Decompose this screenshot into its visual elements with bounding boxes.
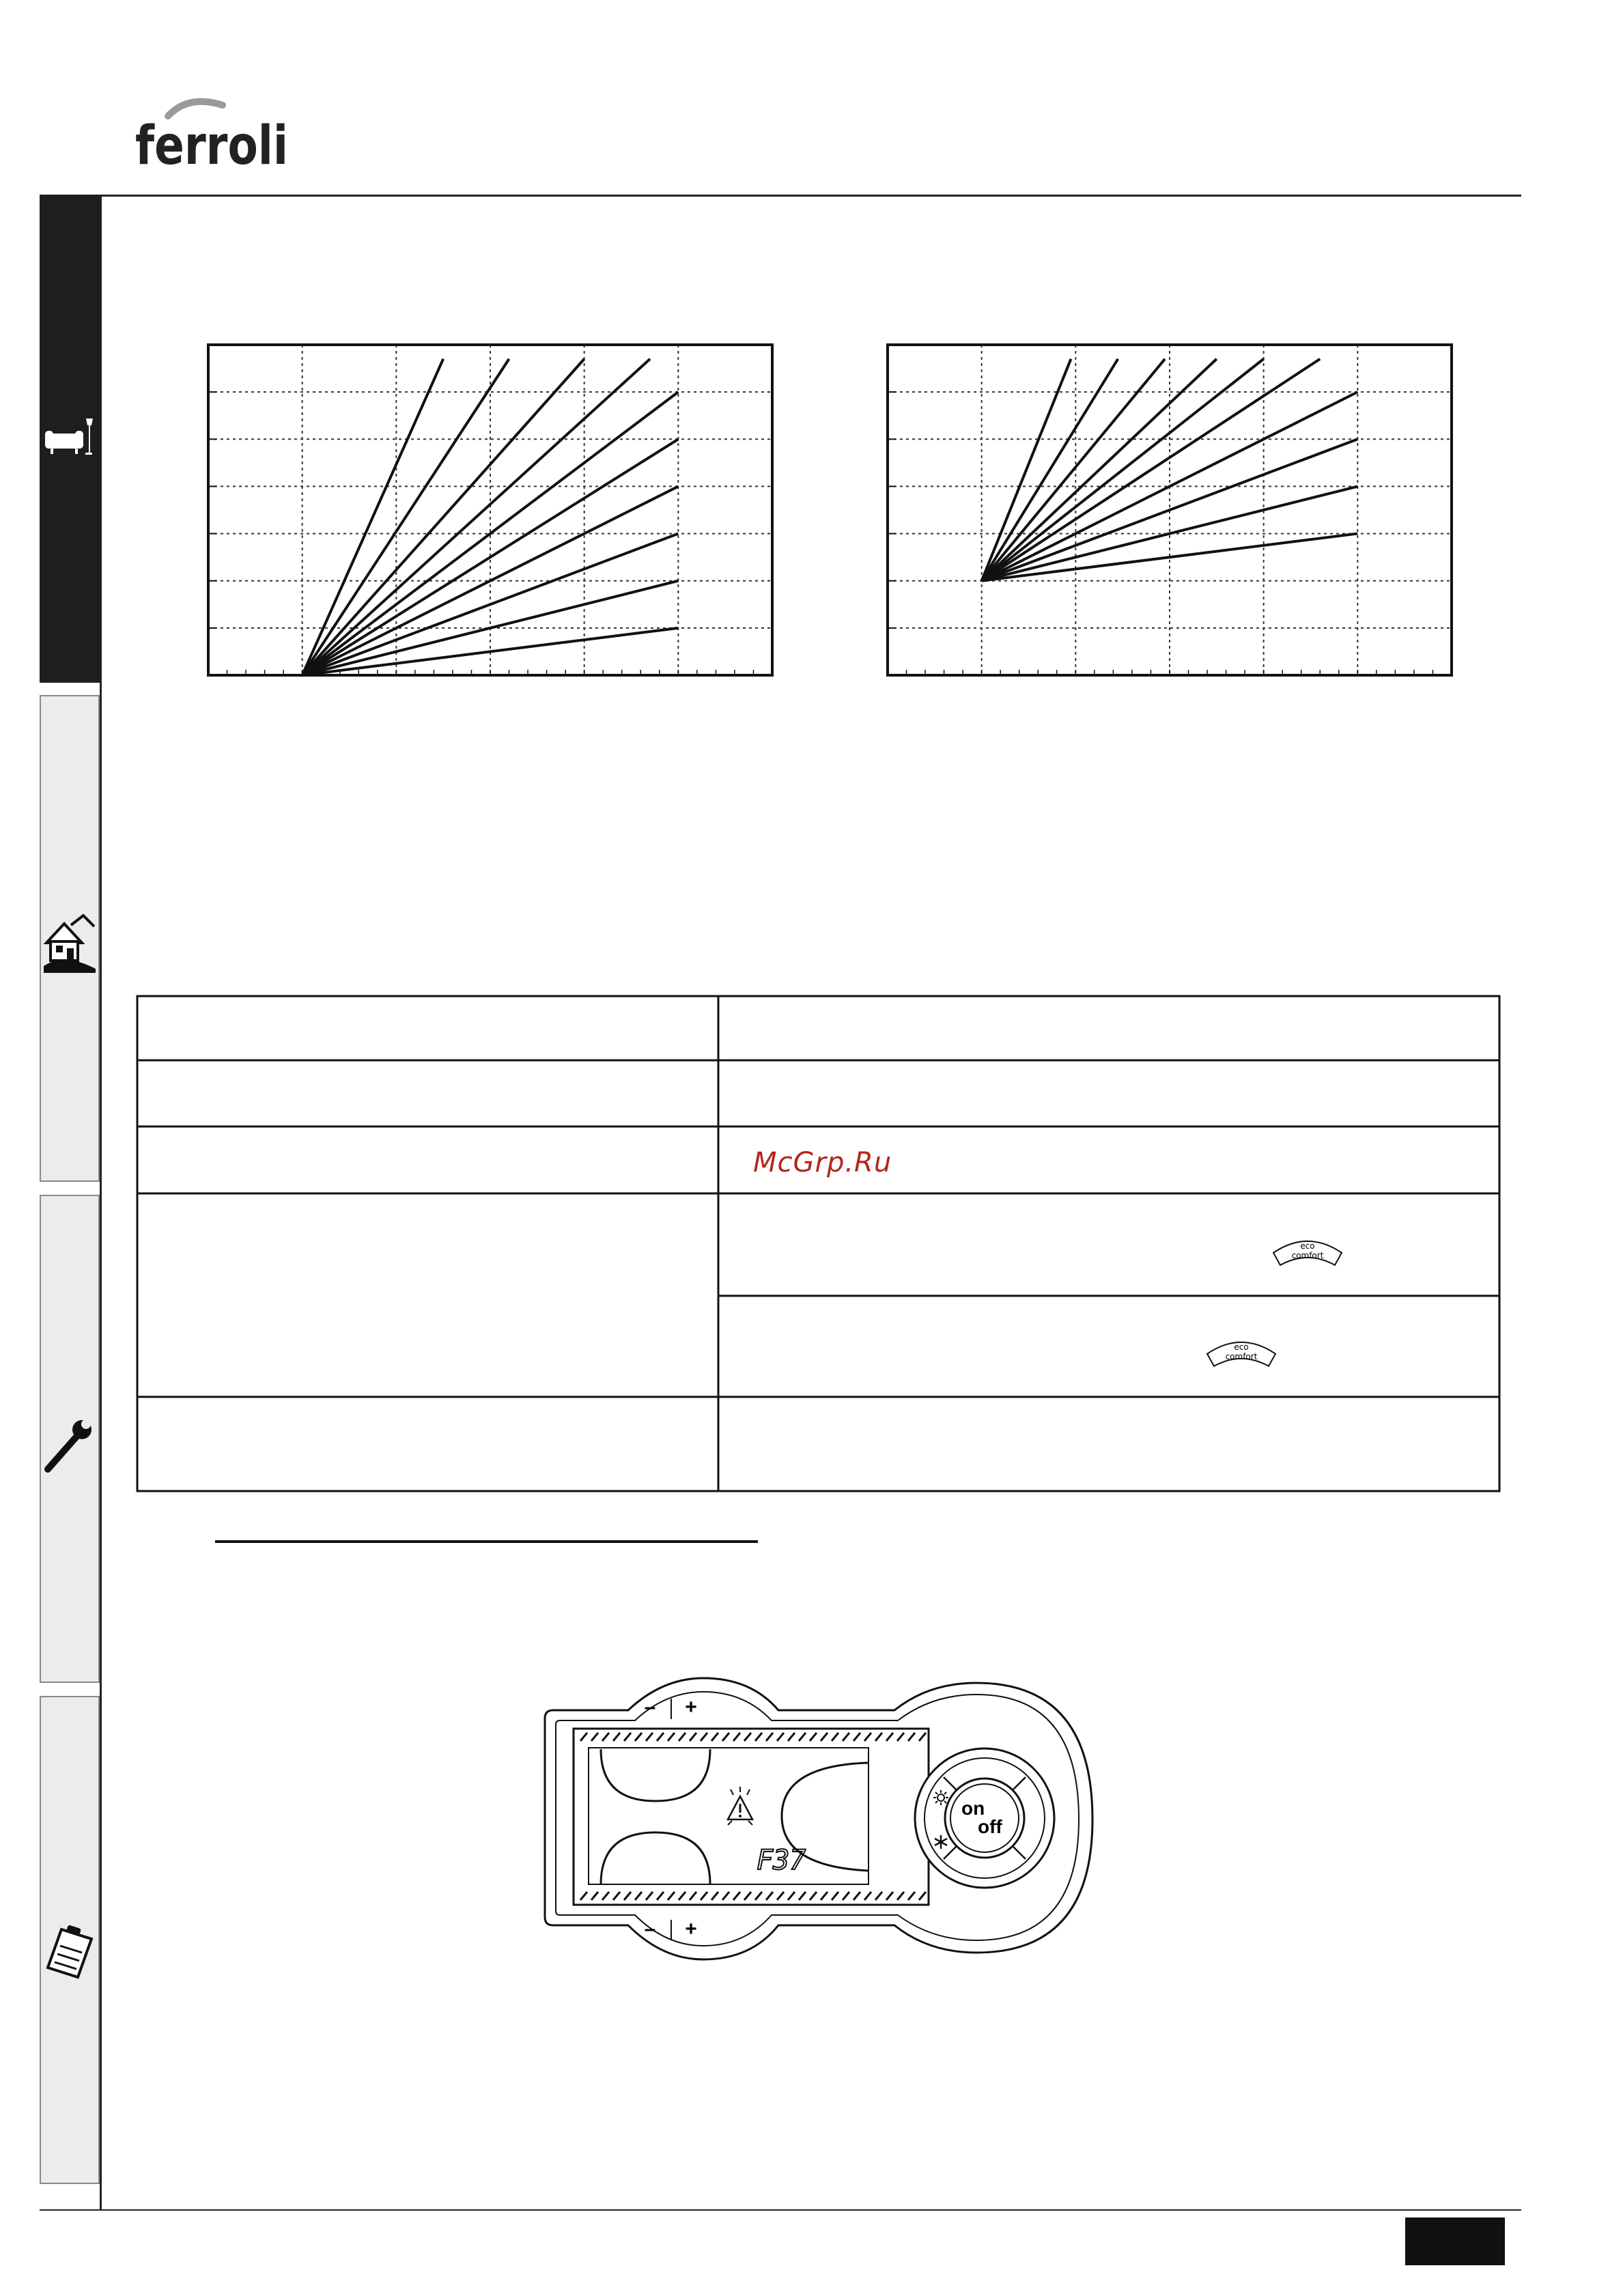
ferroli-logo	[134, 96, 298, 178]
badge-eco-label: eco	[1300, 1241, 1315, 1251]
badge-comfort-label: comfort	[1225, 1352, 1258, 1361]
plus-label: +	[685, 1918, 697, 1940]
sofa-lamp-icon	[44, 413, 96, 461]
eco-comfort-badge	[1207, 1342, 1275, 1366]
heating-curve-chart-right	[886, 343, 1453, 678]
sidebar-border	[100, 196, 102, 2210]
error-code-display: F37	[757, 1845, 806, 1876]
footer-rule	[40, 2209, 1521, 2211]
boiler-control-panel	[539, 1673, 1099, 1980]
house-install-icon	[44, 911, 96, 973]
brand-text: ferroli	[135, 115, 288, 177]
off-label: off	[978, 1816, 1002, 1837]
eco-comfort-badge	[1273, 1241, 1342, 1265]
on-label: on	[961, 1798, 985, 1819]
heating-curve-line-6	[982, 359, 1321, 581]
minus-label: –	[644, 1918, 656, 1940]
minus-label: –	[644, 1696, 656, 1718]
badge-eco-label: eco	[1234, 1342, 1249, 1352]
heating-curve-line-8	[982, 439, 1358, 580]
header-rule	[40, 195, 1521, 197]
heating-curve-line-1	[302, 359, 443, 675]
section-heading-underline	[215, 1540, 758, 1543]
watermark-text: McGrp.Ru	[753, 1147, 892, 1178]
heating-curve-chart-left	[207, 343, 774, 678]
clipboard-icon	[44, 1918, 96, 1980]
badge-comfort-label: comfort	[1291, 1251, 1324, 1260]
plus-label: +	[685, 1696, 697, 1718]
heating-minus-plus[interactable]	[645, 1696, 697, 1719]
settings-table	[137, 995, 1500, 1492]
dhw-minus-plus[interactable]	[645, 1918, 697, 1940]
wrench-icon	[44, 1415, 96, 1476]
heating-curve-line-1	[982, 359, 1071, 581]
page-number-block	[1405, 2217, 1505, 2265]
